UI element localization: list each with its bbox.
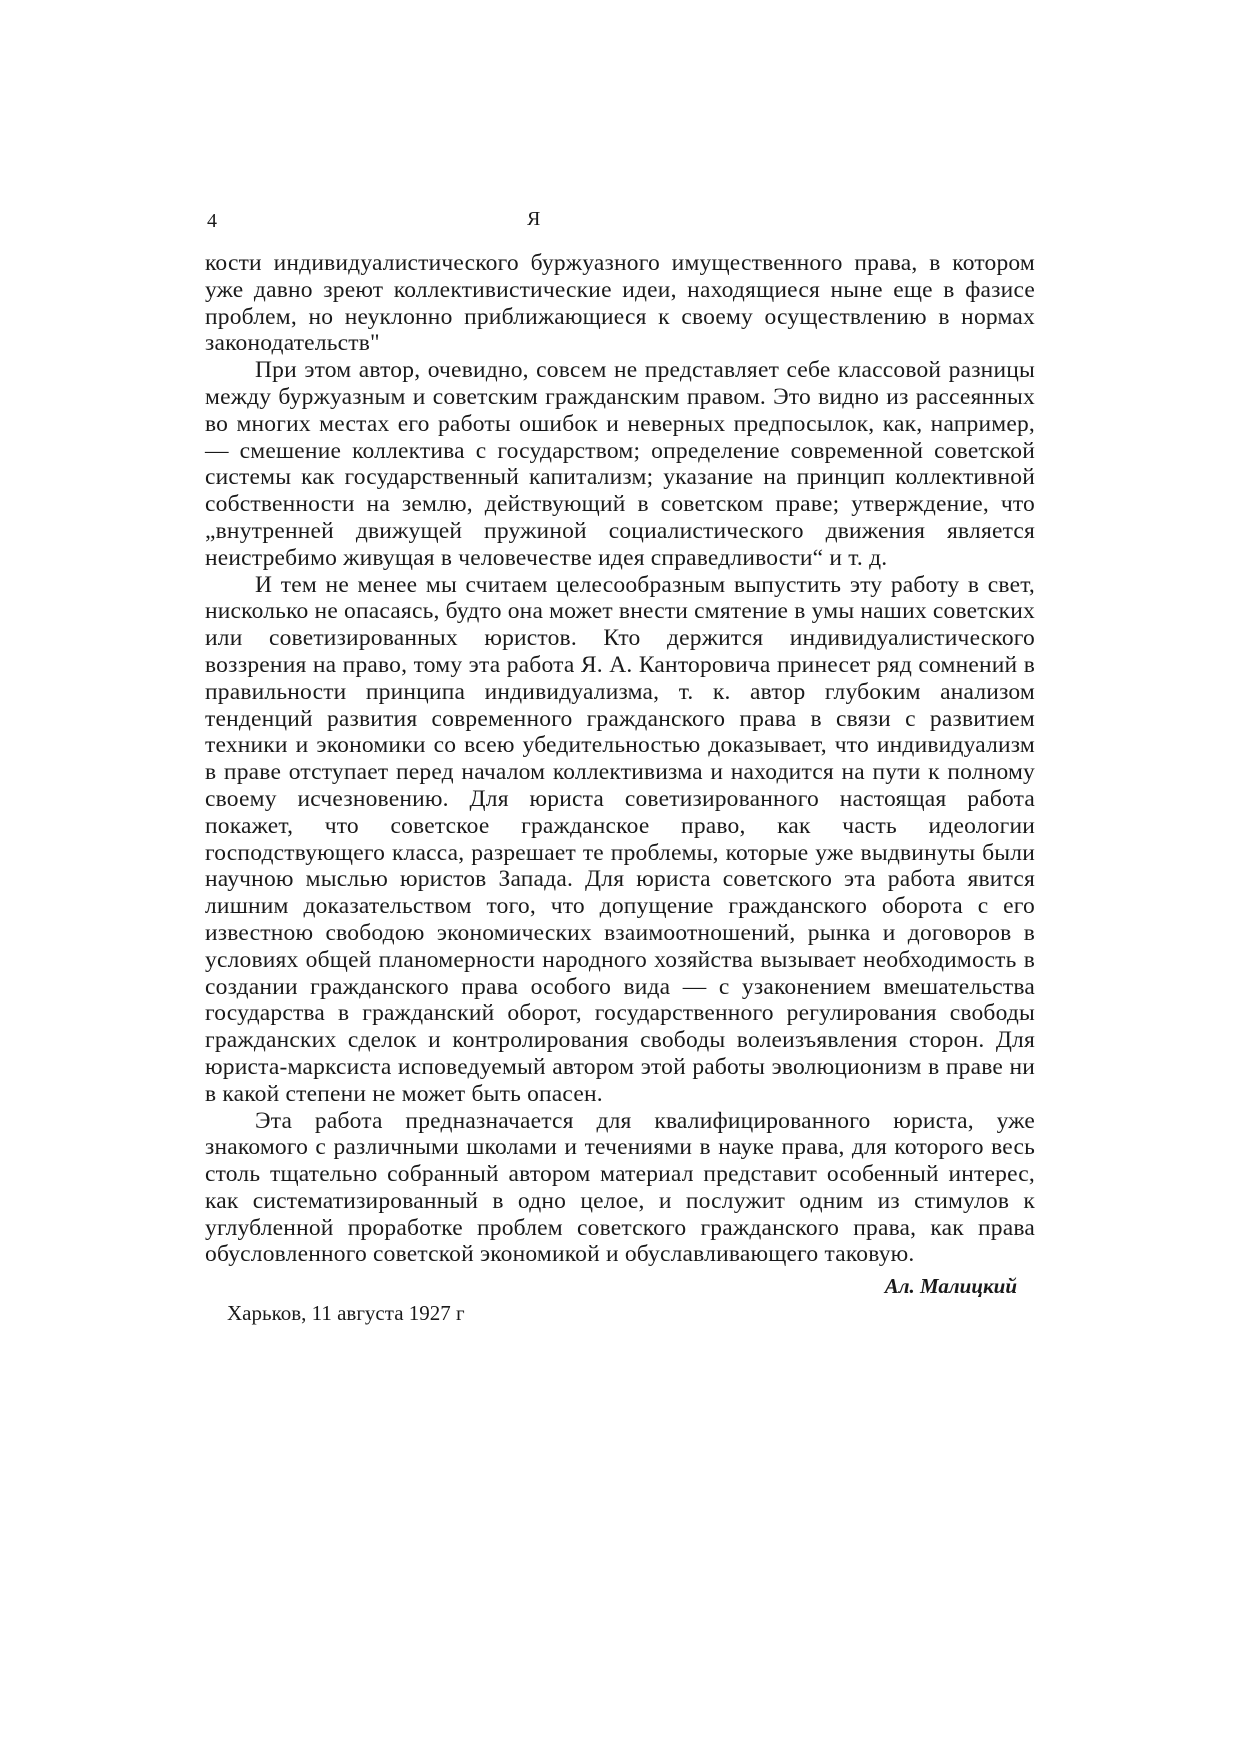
body-text [205, 250, 1035, 1268]
place-date: Харьков, 11 августа 1927 г [227, 1301, 465, 1326]
document-page [205, 200, 1035, 1326]
page-header [205, 200, 1035, 250]
paragraph: При этом автор, очевидно, совсем не представляет себе классовой разницы между буржуазным и советским гражданским правом. Это видно из рассеянных во многих местах его работы ошибок и неверных предпосылок, как, например, — смешение коллектива с государством; определение современной советской системы как государственный капитализм; указание на принцип коллективной собственности на землю, действующий в советском праве; утверждение, что „внутренней движущей пружиной социалистического движения является неистребимо живущая в человечестве идея справедливости“ и т. д. [205, 357, 1035, 571]
page-number: 4 [207, 210, 217, 232]
paragraph: И тем не менее мы считаем целесообразным выпустить эту работу в свет, нисколько не опасаясь, будто она может внести смятение в умы наших советских или советизированных юристов. Кто держится индивидуалистического воззрения на право, тому эта работа Я. А. Канторовича принесет ряд сомнений в правильности принципа индивидуализма, т. к. автор глубоким анализом тенденций развития современного гражданского права в связи с развитием техники и экономики со всею убедительностью доказывает, что индивидуализм в праве отступает перед началом коллективизма и находится на пути к полному своему исчезновению. Для юриста советизированного настоящая работа покажет, что советское гражданское право, как часть идеологии господствующего класса, разрешает те проблемы, которые уже выдвинуты были научною мыслью юристов Запада. Для юриста советского эта работа явится лишним доказательством того, что допущение гражданского оборота с его известною свободою экономических взаимоотношений, рынка и договоров в условиях общей планомерности народного хозяйства вызывает необходимость в создании гражданского права особого вида — с узаконением вмешательства государства в гражданский оборот, государственного регулирования свободы гражданских сделок и контролирования свободы волеизъявления сторон. Для юриста-марксиста исповедуемый автором этой работы эволюционизм в праве ни в какой степени не может быть опасен. [205, 571, 1035, 1107]
paragraph-continuation: кости индивидуалистического буржуазного имущественного права, в котором уже давно зреют коллективистические идеи, находящиеся ныне еще в фазисе проблем, но неуклонно приближающиеся к своему осуществлению в нормах законодательств" [205, 250, 1035, 357]
author-signature: Ал. Малицкий [884, 1274, 1017, 1299]
printer-signature-mark: Я [527, 208, 541, 230]
paragraph: Эта работа предназначается для квалифицированного юриста, уже знакомого с различными школами и течениями в науке права, для которого весь столь тщательно собранный автором материал представит особенный интерес, как систематизированный в одно целое, и послужит одним из стимулов к углубленной проработке проблем советского гражданского права, как права обусловленного советской экономикой и обуславливающего таковую. [205, 1107, 1035, 1268]
